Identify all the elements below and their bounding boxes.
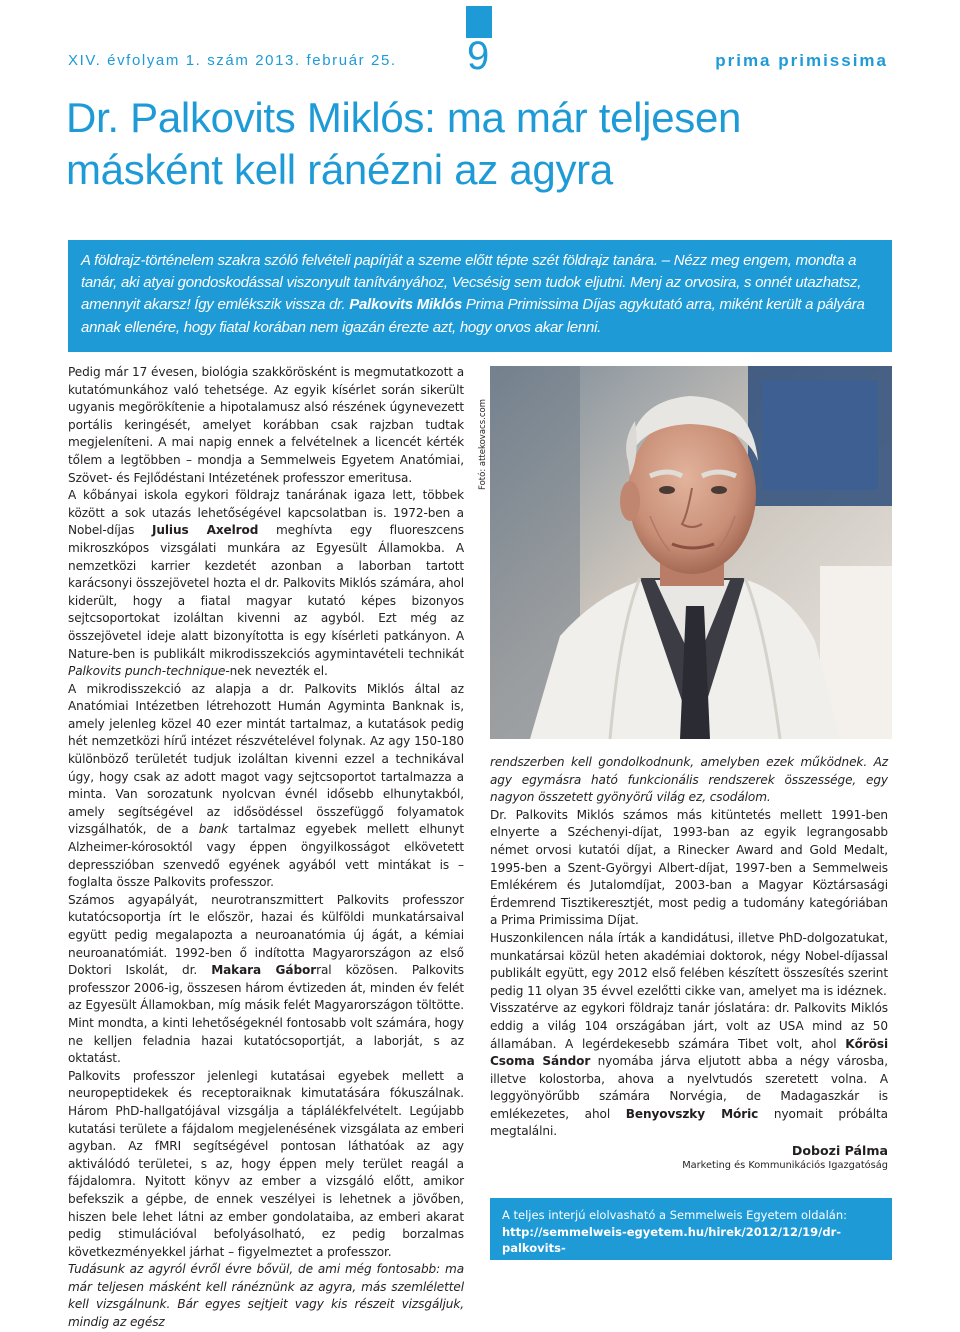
paragraph: Huszonkilencen nála írták a kandidátusi, illetve PhD-dolgozatukat, munkatársai közül heten akadémiai doktorok, négy Nobel-díjassal publikált együtt, egy 2012 első felében készített összesítés szerint pedig 11 olyan 35 évvel ezelőtti cikke van, amelyet ma is idéznek. [490, 930, 888, 998]
text-run: ral közösen. Palkovits professzor 2006-ig, összesen három évtizeden át, minden év felét az Egyesült Államokban, míg másik felét Magyarországon töltötte. Mint mondta, a kinti lehetőségeknél fontosabb volt számára, hogy ne kelljen feladnia hazai kutatócsoportját, a laborját, s az oktatást. [68, 963, 464, 1066]
paragraph-italic: Tudásunk az agyról évről évre bővül, de ami még fontosabb: ma már teljesen másként kell ránéznünk az agyra, más szemlélettel kell vizsgálnunk. Bár egyes sejtjeit vagy kis részeit vizsgáljuk, mindig az egész [68, 1262, 464, 1330]
photo-credit-wrap [478, 370, 490, 490]
lead-text [81, 250, 880, 339]
paragraph [68, 892, 464, 1068]
person-name: Benyovszky Móric [625, 1106, 759, 1121]
text-run: Számos agyapályát, neurotranszmittert Palkovits professzor kutatócsoportja írt le először, hazai és külföldi munkatársaival együtt pedig megalapozta a neuroanatómia új ágát, a kémiai neuroanatómiát. 1992-ben ő indította Magyarországon az első Doktori Iskolát, dr. [68, 892, 464, 978]
person-name: Julius Axelrod [151, 523, 259, 538]
text-run: nyomait próbálta megtalálni. [490, 1106, 888, 1139]
link-intro: A teljes interjú elolvasható a Semmelweis Egyetem oldalán: [502, 1208, 847, 1222]
paragraph [68, 681, 464, 892]
interview-link[interactable] [502, 1224, 882, 1274]
person-name: Makara Gábor [211, 963, 317, 978]
lead-part-1: A földrajz-történelem szakra szóló felvételi papírját a szeme előtt tépte szét földrajz tanára. – Nézz meg engem, mondta a tanár, aki atyai gondoskodással viszonyult tanítványához, Vecsésig sem tudok eljutni. Menj az orvosira, s onnét utazhatsz, amennyit akarsz! Így emlékszik vissza dr. [81, 252, 862, 314]
paragraph: Palkovits professzor jelenlegi kutatásai egyebek mellett a neuropeptidekek és receptoraiknak kimutatására fókuszálnak. Három PhD-hallgatójával vizsgálja a táplálékfelvételt. Legújabb kutatási területe a fájdalom megjelenésének vizsgálata az emberi agyban. Az fMRI segítségével pontosan láthatóak az agy aktiválódó területei, s az, hogy éppen mely terület reagál a fájdalomra. Nyitott könyv az ember a vizsgáló előtt, amikor befekszik a gépbe, de ennek veszélyei is lehetnek a jövőben, hiszen bele lehet látni az ember gondolataiba, az emberi akarat pedig stimulációval befolyásolható, ez pedig borzalmas következményekkel járhat – figyelmeztet a professzor. [68, 1068, 464, 1259]
full-interview-box [490, 1198, 892, 1272]
left-column [68, 364, 464, 1332]
technique-name: Palkovits punch-technique [68, 664, 226, 679]
paragraph [490, 1000, 888, 1141]
issue-info: XIV. évfolyam 1. szám 2013. február 25. [68, 52, 397, 69]
paragraph-italic: rendszerben kell gondolkodnunk, amelyben ezek működnek. Az agy egymásra ható funkcionális rendszerek összessége, egy nagyon összetett gyönyörű világ ez, csodálom. [490, 755, 888, 805]
page-number: 9 [467, 34, 490, 78]
interview-link-line-2[interactable]: miklos-ma-mar-teljesen-maskent-kell-ranezni-az-agyra/ [502, 1257, 862, 1272]
lead-box [68, 240, 892, 352]
photo-credit: Fotó: attekovacs.com [478, 398, 488, 490]
emphasis: bank [198, 822, 229, 837]
right-column [490, 754, 888, 1141]
text-run: meghívta egy fluoreszcens mikroszkópos vizsgálati munkára az Egyesült Államokba. A nemzetközi karrier kezdetét azonban a laborban tartott karácsonyi összejövetel hozta el dr. Palkovits Miklós számára, ahol kiderült, hogy a fiatal magyar kutató képes bizonyos sejtcsoportokat izoláltan kivenni az agyból. Ezt még az összejövetel ideje alatt bizonyította is egy kísérleti patkányon. A Nature-ben is publikált mikrodisszekciós agymintavételi technikát [68, 523, 464, 661]
portrait-photo [490, 366, 892, 739]
paragraph [68, 487, 464, 681]
article-title: Dr. Palkovits Miklós: ma már teljesen másként kell ránézni az agyra [66, 94, 742, 193]
section-brand: prima primissima [715, 51, 888, 70]
text-run: tartalmaz egyebek mellett elhunyt Alzheimer-kórosoktól vagy éppen öngyilkosságot elkövetett depresszióban szenvedő egyének agyából vett mintákat is – foglalta össze Palkovits professzor. [68, 822, 464, 890]
paragraph: Dr. Palkovits Miklós számos más kitüntetés mellett 1991-ben elnyerte a Széchenyi-díjat, 1993-ban az egyik legrangosabb német orvosi kutatói díjat, a Rinecker Award and Gold Medalt, 1995-ben a Szent-Györgyi Albert-díjat, 1997-ben a Semmelweis Emlékérem és Jutalomdíjat, 2003-ban a Magyar Köztársasági Érdemrend Tisztikeresztjét, most pedig a tudomány kategóriában a Prima Primissima Díjat. [490, 807, 888, 928]
paragraph: Pedig már 17 évesen, biológia szakkörösként is megmutatkozott a kutatómunkához való tehetsége. Az egyik kísérlet során sikerült ugyanis megörökítenie a hipotalamusz alsó részének úgynevezett portális keringését, amelyet korábban csak rajzban tudtak megjeleníteni. A mai napig ennek a felvételnek a licencét kérték tőlem a legtöbben – mondja a Semmelweis Egyetem Anatómiai, Szövet- és Fejlődéstani Intézetének professzor emeritusa. [68, 365, 464, 485]
lead-part-2: Prima Primissima Díjas agykutató arra, miként került a pályára annak ellenére, hogy fiatal korában nem igazán érezte azt, hogy orvos akar lenni. [81, 296, 865, 336]
text-run: A mikrodisszekció az alapja a dr. Palkovits Miklós által az Anatómiai Intézetben létrehozott Humán Agyminta Banknak is, amely jelenleg közel 40 ezer mintát tartalmaz, a kutatások pedig hét nemzetközi hírű intézet részvételével folynak. Az agy 150-180 különböző területét tudjuk izoláltan kivenni ezzel a technikával úgy, hogy csak az adott magot vagy sejtcsoportot tartalmazza a minta. Van sorozatunk nyolcvan évnél idősebb elhunytakból, amely segítségével az idősödéssel összefüggő folyamatok vizsgálhatók, de a [68, 681, 464, 837]
text-run: Visszatérve az egykori földrajz tanár jóslatára: dr. Palkovits Miklós eddig a világ 104 országában járt, volt az USA mind az 50 államában. A legérdekesebb számára Tibet volt, ahol [490, 1001, 888, 1051]
author-name: Dobozi Pálma [791, 1143, 888, 1158]
interview-link-line-1[interactable]: http://semmelweis-egyetem.hu/hirek/2012/12/19/dr-palkovits- [502, 1224, 842, 1256]
text-run: A kőbányai iskola egykori földrajz tanárának igaza lett, többek között a sok utazás lehetőségével kapcsolatban is. 1972-ben a Nobel-díjas [68, 488, 464, 538]
author-role: Marketing és Kommunikációs Igazgatóság [682, 1160, 888, 1171]
text-run: -nek nevezték el. [225, 664, 328, 679]
portrait-illustration [490, 366, 892, 739]
person-name: Kőrösi Csoma Sándor [490, 1036, 888, 1069]
text-run: nyomába járva eljutott abba a négy városba, illetve kolostorba, ahova a nyelvtudós szeretett volna. A leggyönyörűbb számára Norvégia, de Madagaszkár is emlékezetes, ahol [490, 1054, 888, 1121]
lead-name: Palkovits Miklós [349, 296, 462, 314]
